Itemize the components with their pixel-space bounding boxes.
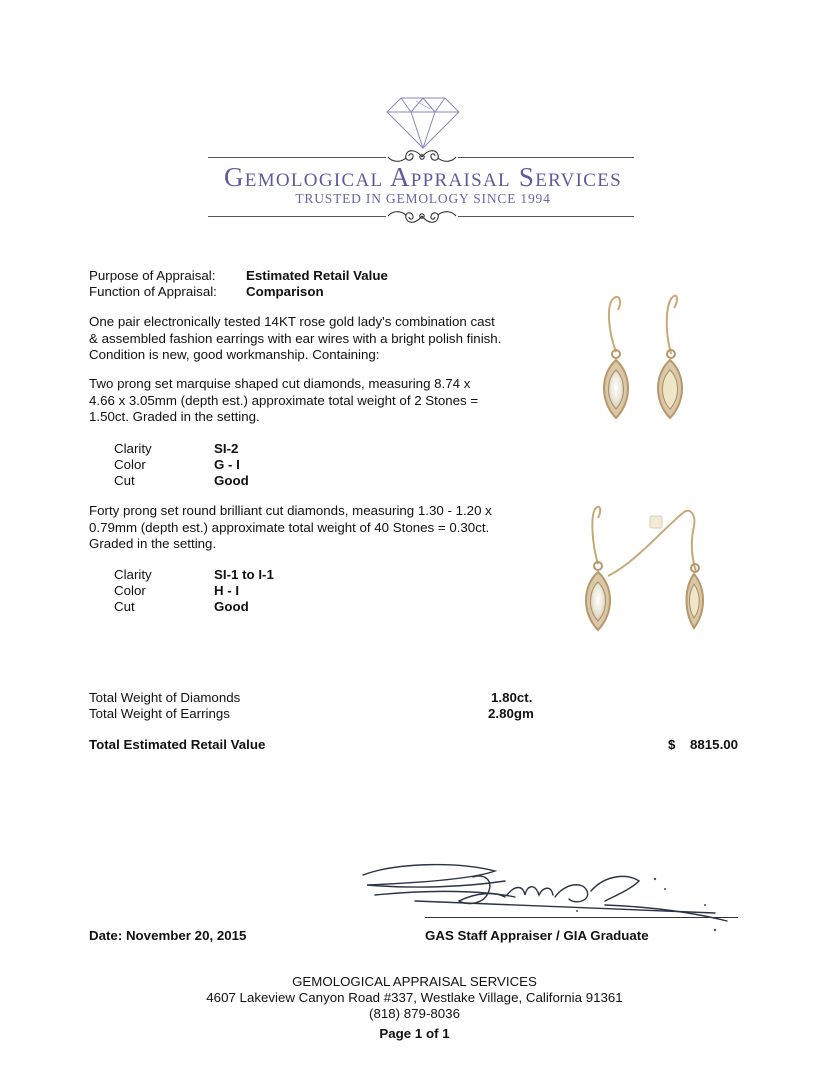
signature-line [425, 917, 738, 918]
sg2-clarity-label: Clarity [114, 567, 152, 582]
function-label: Function of Appraisal: [89, 284, 217, 299]
sg2-clarity-value: SI-1 to I-1 [214, 567, 274, 582]
currency-symbol: $ [668, 737, 676, 752]
sg2-cut-label: Cut [114, 599, 135, 614]
sg2-color-value: H - I [214, 583, 240, 598]
total-earrings-value: 2.80gm [488, 706, 534, 721]
total-diamonds-label: Total Weight of Diamonds [89, 690, 241, 705]
sg1-clarity-value: SI-2 [214, 441, 239, 456]
purpose-value: Estimated Retail Value [246, 268, 388, 283]
footer-address: 4607 Lakeview Canyon Road #337, Westlake Village, California 91361 [206, 990, 623, 1005]
total-earrings-label: Total Weight of Earrings [89, 706, 230, 721]
total-retail-value: 8815.00 [690, 737, 739, 752]
company-title: Gemological Appraisal Services [223, 162, 623, 192]
appraiser-title: GAS Staff Appraiser / GIA Graduate [425, 928, 649, 943]
header-rule-top-left [208, 157, 386, 158]
function-value: Comparison [246, 284, 324, 299]
sg1-cut-label: Cut [114, 473, 135, 488]
purpose-label: Purpose of Appraisal: [89, 268, 216, 283]
header-rule-bottom-right [458, 216, 634, 217]
sg1-color-value: G - I [214, 457, 240, 472]
page-number: Page 1 of 1 [379, 1026, 450, 1041]
ornament-scroll-icon [386, 205, 458, 227]
header-rule-bottom-left [208, 216, 386, 217]
company-tagline: TRUSTED IN GEMOLOGY SINCE 1994 [295, 191, 551, 206]
header-rule-top-right [458, 157, 634, 158]
footer-phone: (818) 879-8036 [369, 1006, 460, 1021]
sg2-color-label: Color [114, 583, 146, 598]
item-description: One pair electronically tested 14KT rose gold lady's combination cast & assembled fashion earrings with ear wires with a bright polish finish. Condition is new, good workmanship. Containing: [89, 314, 502, 362]
sg1-clarity-label: Clarity [114, 441, 152, 456]
footer-company: GEMOLOGICAL APPRAISAL SERVICES [292, 974, 537, 989]
appraiser-signature [355, 855, 745, 935]
earrings-front-photo [578, 290, 718, 430]
total-retail-label: Total Estimated Retail Value [89, 737, 266, 752]
sg1-color-label: Color [114, 457, 146, 472]
sg2-cut-value: Good [214, 599, 249, 614]
sg1-cut-value: Good [214, 473, 249, 488]
appraisal-date: Date: November 20, 2015 [89, 928, 247, 943]
stone-group-2-description: Forty prong set round brilliant cut diamonds, measuring 1.30 - 1.20 x 0.79mm (depth est.) approximate total weight of 40 Stones = 0.30ct. Graded in the setting. [89, 503, 492, 551]
stone-group-1-description: Two prong set marquise shaped cut diamonds, measuring 8.74 x 4.66 x 3.05mm (depth est.) approximate total weight of 2 Stones = 1.50ct. Graded in the setting. [89, 376, 479, 424]
diamond-logo-icon [383, 92, 463, 152]
total-diamonds-value: 1.80ct. [491, 690, 533, 705]
earrings-side-photo [566, 500, 726, 640]
